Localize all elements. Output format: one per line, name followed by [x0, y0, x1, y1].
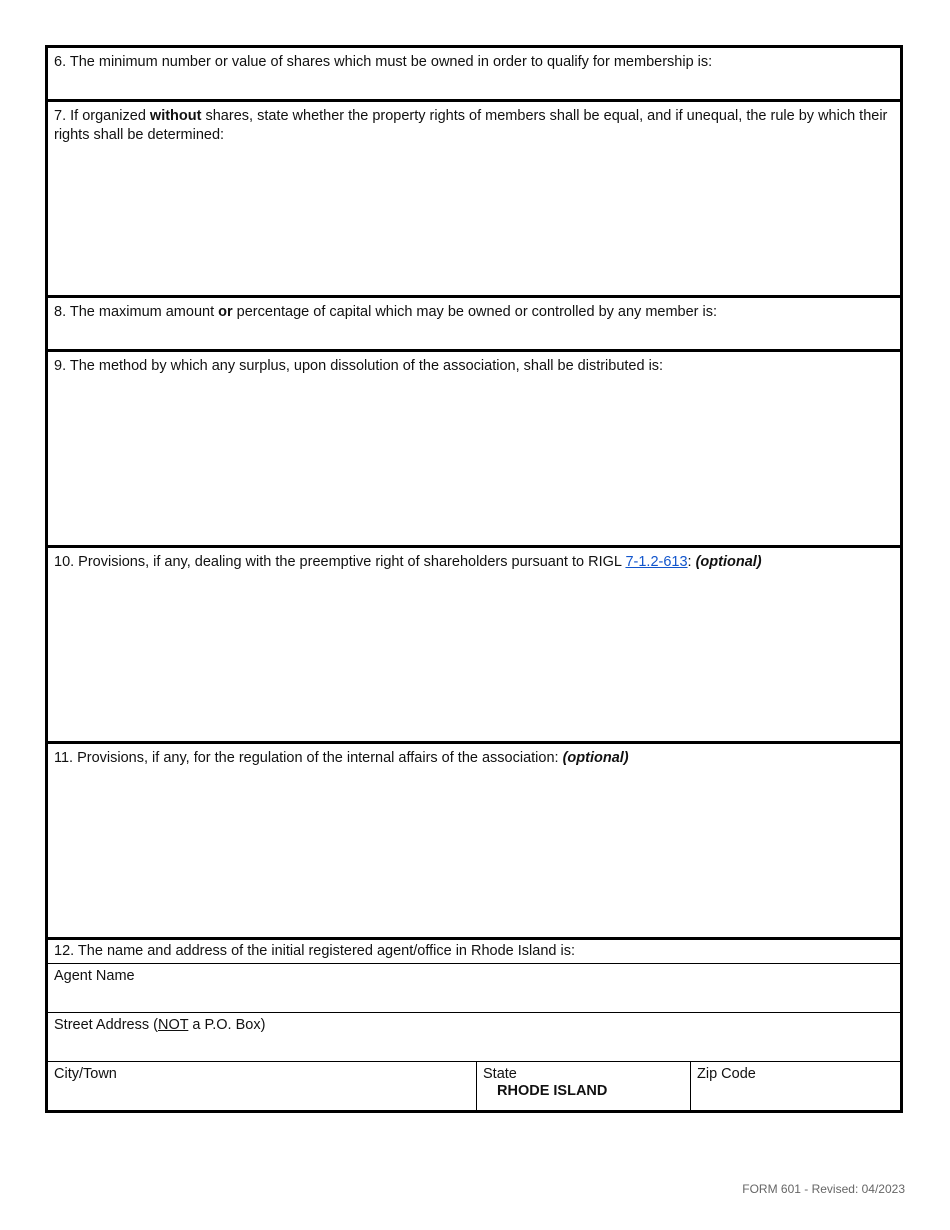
- section-11[interactable]: [48, 744, 900, 940]
- section-8-label: 8. The maximum amount or percentage of capital which may be owned or controlled by any member is:: [54, 304, 718, 320]
- section-10[interactable]: [48, 548, 900, 744]
- city-label: City/Town: [54, 1066, 117, 1082]
- section-7[interactable]: [48, 102, 900, 298]
- street-address-label: Street Address (NOT a P.O. Box): [54, 1017, 266, 1033]
- agent-name-label: Agent Name: [54, 968, 135, 984]
- articles-form: [45, 45, 903, 1113]
- city-field[interactable]: [48, 1062, 476, 1110]
- section-9-label: 9. The method by which any surplus, upon dissolution of the association, shall be distributed is:: [54, 358, 664, 374]
- state-field: [476, 1062, 690, 1110]
- rigl-link[interactable]: 7-1.2-613: [625, 554, 688, 570]
- section-11-label: 11. Provisions, if any, for the regulation of the internal affairs of the association: (optional): [54, 750, 629, 766]
- form-footer: FORM 601 - Revised: 04/2023: [742, 1182, 905, 1196]
- section-7-label: 7. If organized without shares, state whether the property rights of members shall be equal, and if unequal, the rule by which their rights shall be determined:: [54, 108, 888, 143]
- section-8[interactable]: [48, 298, 900, 352]
- section-6[interactable]: [48, 48, 900, 102]
- section-6-label: 6. The minimum number or value of shares which must be owned in order to qualify for membership is:: [54, 54, 713, 70]
- zip-field[interactable]: [690, 1062, 900, 1110]
- state-label: State: [483, 1066, 517, 1082]
- section-10-label: 10. Provisions, if any, dealing with the preemptive right of shareholders pursuant to RIGL 7-1.2-613: (optional): [54, 554, 762, 570]
- address-row: [48, 1061, 900, 1110]
- section-12: [48, 940, 900, 1110]
- section-12-title: 12. The name and address of the initial registered agent/office in Rhode Island is:: [54, 943, 575, 959]
- state-value: RHODE ISLAND: [497, 1083, 608, 1099]
- zip-label: Zip Code: [697, 1066, 756, 1082]
- street-address-field[interactable]: [48, 1012, 900, 1061]
- section-9[interactable]: [48, 352, 900, 548]
- agent-name-field[interactable]: [48, 963, 900, 1012]
